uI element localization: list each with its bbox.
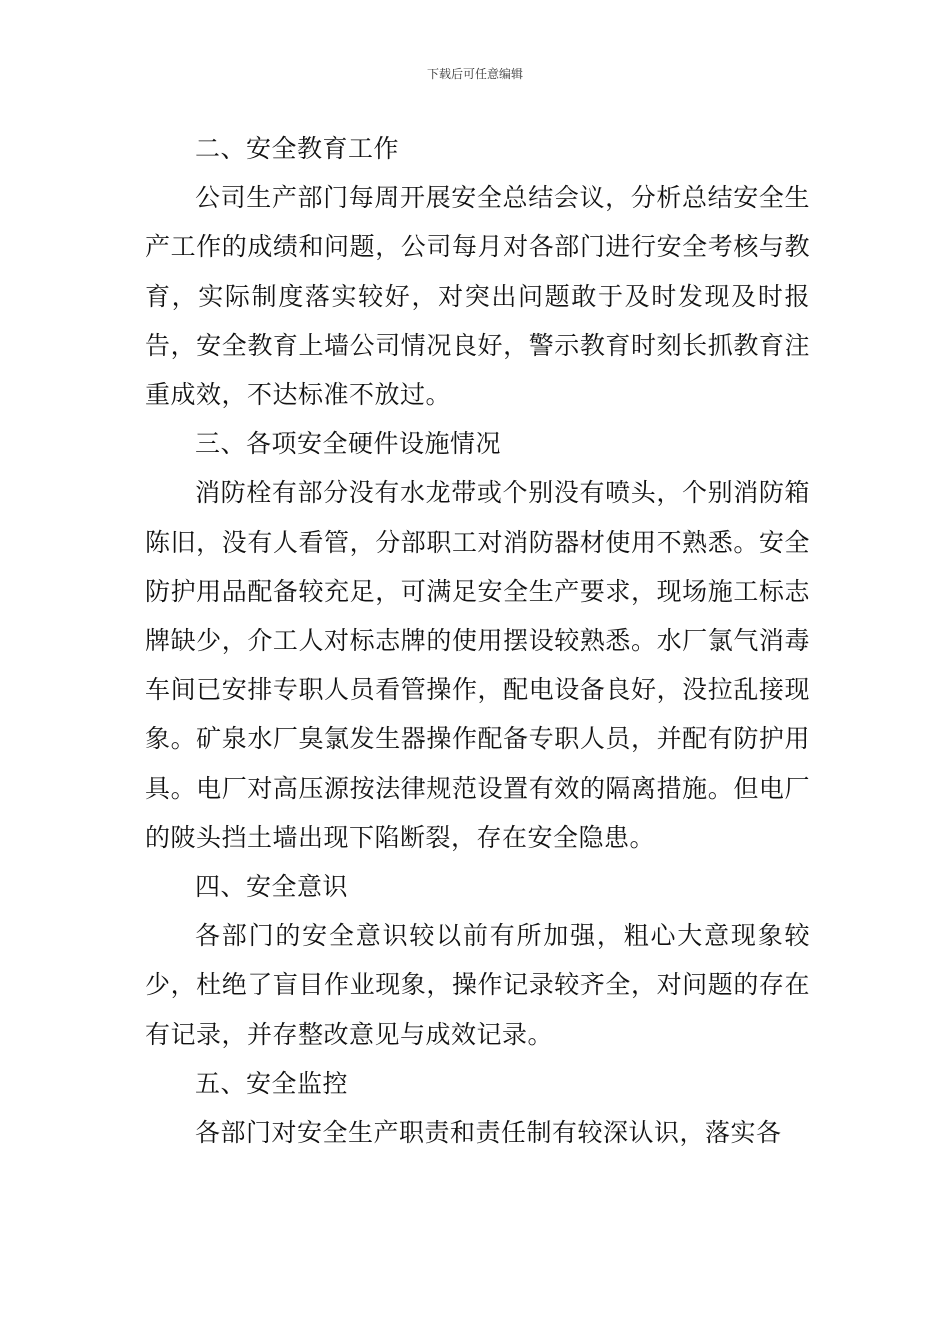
page-header: 下载后可任意编辑: [426, 67, 523, 81]
document-body: [145, 124, 810, 1157]
section-heading-monitoring: 五、安全监控: [195, 1068, 349, 1098]
section-paragraph-hardware: 消防栓有部分没有水龙带或个别没有喷头，个别消防箱陈旧，没有人看管，分部职工对消防器材使用不熟悉。安全防护用品配备较充足，可满足安全生产要求，现场施工标志牌缺少，介工人对标志牌的使用摆设较熟悉。水厂氯气消毒车间已安排专职人员看管操作，配电设备良好，没拉乱接现象。矿泉水厂臭氯发生器操作配备专职人员，并配有防护用具。电厂对高压源按法律规范设置有效的隔离措施。但电厂的陂头挡土墙出现下陷断裂，存在安全隐患。: [145, 478, 810, 852]
section-heading-education: 二、安全教育工作: [195, 134, 400, 163]
section-heading-hardware: 三、各项安全硬件设施情况: [195, 429, 502, 459]
section-paragraph-education: 公司生产部门每周开展安全总结会议，分析总结安全生产工作的成绩和问题，公司每月对各部门进行安全考核与教育，实际制度落实较好，对突出问题敢于及时发现及时报告，安全教育上墙公司情况良好，警示教育时刻长抓教育注重成效，不达标准不放过。: [145, 183, 810, 410]
section-paragraph-monitoring: 各部门对安全生产职责和责任制有较深认识，落实各: [195, 1118, 782, 1148]
section-paragraph-awareness: 各部门的安全意识较以前有所加强，粗心大意现象较少，杜绝了盲目作业现象，操作记录较齐全，对问题的存在有记录，并存整改意见与成效记录。: [145, 921, 810, 1049]
section-heading-awareness: 四、安全意识: [195, 872, 349, 902]
